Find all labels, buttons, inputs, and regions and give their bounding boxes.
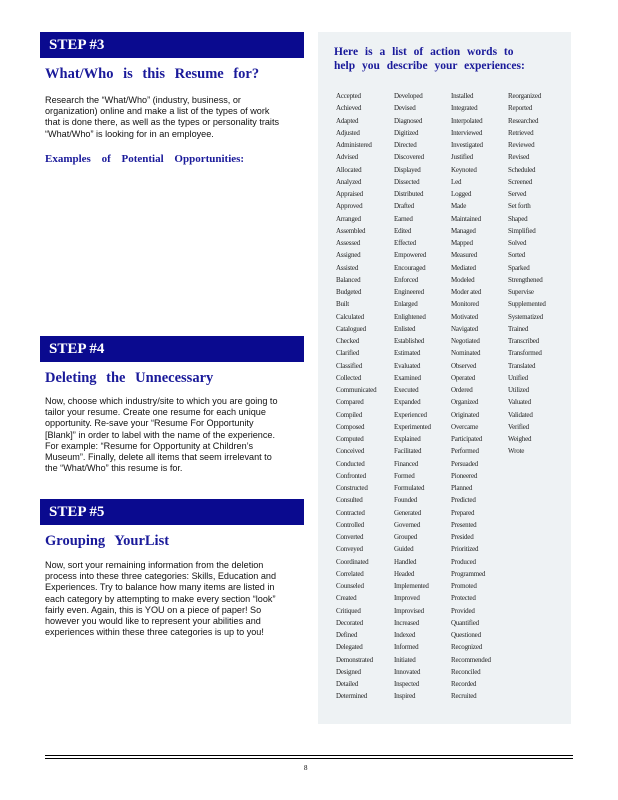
action-word: Guided: [394, 545, 414, 554]
action-word: Computed: [336, 435, 364, 443]
step-5-banner: [40, 499, 304, 525]
action-word: Weighed: [508, 435, 532, 443]
action-word: Evaluated: [394, 361, 421, 370]
action-word: Operated: [451, 373, 476, 382]
action-word: Decorated: [336, 618, 363, 627]
action-word: Classified: [336, 361, 362, 370]
action-word: Devised: [394, 104, 416, 113]
action-word: Translated: [508, 361, 536, 370]
action-word: Budgeted: [336, 288, 362, 296]
action-word: Financed: [394, 459, 419, 468]
step-5-body: Now, sort your remaining information from the deletion process into these three categories: Skills, Education and Experiences. Try to balance how many items are listed in each category by attempting to make every section “look” fairly even. Again, this is YOU on a piece of paper! So however you would like to represent your abilities and experiences within these three categories is up to you!: [45, 560, 277, 638]
action-word: Led: [451, 177, 462, 186]
action-word: Transcribed: [508, 337, 539, 345]
action-word: Presented: [451, 520, 477, 529]
action-word: Empowered: [394, 251, 427, 260]
action-word: Balanced: [336, 275, 361, 284]
action-word: Grouped: [394, 533, 418, 541]
action-word: Valuated: [508, 398, 531, 407]
action-word: Detailed: [336, 680, 359, 688]
action-word: Advised: [336, 153, 358, 162]
action-word: Headed: [394, 569, 415, 578]
action-word: Analyzed: [336, 177, 362, 186]
action-word: Allocated: [336, 165, 362, 174]
action-word: Reorganized: [508, 92, 542, 100]
action-word: Developed: [394, 92, 423, 100]
action-word: Set forth: [508, 202, 531, 211]
step-3-body: Research the “What/Who” (industry, business, or organization) online and make a list of the types of work that is done there, as well as the types or personality traits “What/Who” is looking for in an employee.: [45, 95, 280, 139]
action-word: Conceived: [336, 447, 365, 456]
step-3-subheading: Examples of Potential Opportunities:: [45, 153, 245, 165]
step-4-banner: [40, 336, 304, 362]
action-word: Checked: [336, 337, 360, 345]
action-word: Performed: [451, 447, 479, 456]
action-word: Monitored: [451, 300, 479, 309]
action-word: Simplified: [508, 226, 536, 235]
action-word: Recruited: [451, 692, 477, 701]
action-word: Expanded: [394, 398, 421, 407]
action-word: Measured: [451, 251, 478, 260]
action-word: Unified: [508, 373, 528, 382]
action-word: Improved: [394, 594, 420, 603]
action-word: Formulated: [394, 484, 425, 492]
action-word: Appraised: [336, 190, 363, 198]
action-word: Sorted: [508, 251, 526, 260]
action-word: Interpolated: [451, 116, 483, 125]
action-word: Increased: [394, 618, 420, 627]
sidebar-title: Here is a list of action words to help you describe your experiences:: [334, 46, 525, 72]
action-word: Justified: [451, 153, 473, 162]
action-word: Edited: [394, 226, 412, 235]
action-word: Protected: [451, 594, 476, 603]
action-word: Assembled: [336, 226, 366, 235]
action-word: Motivated: [451, 312, 478, 321]
action-word: Designed: [336, 667, 361, 676]
action-word: Managed: [451, 226, 476, 235]
action-word: Innovated: [394, 667, 421, 676]
action-word: Investigated: [451, 141, 483, 149]
action-word: Shaped: [508, 214, 528, 223]
action-word: Moder ated: [451, 288, 482, 296]
action-word: Created: [336, 594, 357, 603]
action-word: Participated: [451, 435, 483, 443]
action-word: Encouraged: [394, 263, 426, 272]
action-word: Reconciled: [451, 667, 481, 676]
action-word: Maintained: [451, 214, 481, 223]
action-word: Retrieved: [508, 128, 534, 137]
action-word: Approved: [336, 202, 363, 211]
action-word: Critiqued: [336, 606, 361, 615]
action-word: Confronted: [336, 471, 366, 480]
action-word: Supervise: [508, 288, 534, 296]
action-word: Navigated: [451, 324, 478, 333]
step-4-body: Now, choose which industry/site to which you are going to tailor your resume. Create one resume for each unique opportunity. Re-save your “Resume For Opportunity [Blank]” in order to label with the name of the experience. For example: “Resume for Opportunity at Children’s Museum”. Finally, delete all items that seem irrelevant to the “What/Who” this resume is for.: [45, 396, 278, 474]
action-word: Executed: [394, 386, 419, 394]
step-5-label: STEP #5: [49, 504, 105, 520]
step-5-heading: Grouping YourList: [45, 533, 170, 549]
action-word: Experimented: [394, 422, 431, 431]
action-word: Screened: [508, 177, 533, 186]
action-word: Strengthened: [508, 275, 543, 284]
action-word: Enlarged: [394, 300, 418, 309]
action-word: Engineered: [394, 288, 424, 296]
action-word: Formed: [394, 471, 415, 480]
action-word: Dissected: [394, 177, 420, 186]
action-word: Effected: [394, 239, 416, 247]
action-word: Ordered: [451, 386, 473, 394]
action-word: Logged: [451, 190, 472, 198]
action-word: Systematized: [508, 312, 543, 321]
footer-rule-top: [45, 755, 573, 756]
action-word: Digitized: [394, 128, 419, 137]
action-word: Conducted: [336, 459, 365, 468]
action-word: Enlightened: [394, 312, 426, 321]
action-word: Adapted: [336, 116, 359, 125]
step-4-label: STEP #4: [49, 341, 105, 357]
page-number: 8: [304, 764, 308, 772]
action-word: Negotiated: [451, 337, 480, 345]
action-word: Drafted: [394, 202, 414, 211]
action-word: Estimated: [394, 349, 421, 358]
action-word: Assessed: [336, 239, 361, 247]
action-word: Directed: [394, 141, 417, 149]
step-3-banner: [40, 32, 304, 58]
action-word: Composed: [336, 422, 365, 431]
action-word: Examined: [394, 373, 421, 382]
step-3-heading: What/Who is this Resume for?: [45, 66, 260, 82]
action-word: Nominated: [451, 349, 481, 358]
action-word: Indexed: [394, 631, 416, 639]
action-word: Delegated: [336, 643, 363, 652]
step-3-label: STEP #3: [49, 37, 105, 53]
action-word: Verified: [508, 422, 529, 431]
action-word: Promoted: [451, 582, 477, 590]
action-word: Established: [394, 337, 425, 345]
action-word: Coordinated: [336, 557, 369, 566]
action-word: Collected: [336, 373, 362, 382]
step-4-heading: Deleting the Unnecessary: [45, 370, 214, 386]
action-word: Modeled: [451, 275, 475, 284]
action-word: Calculated: [336, 312, 364, 321]
action-word: Administered: [336, 141, 372, 149]
action-word: Determined: [336, 692, 368, 701]
action-words-column-2: [394, 90, 454, 703]
action-word: Trained: [508, 324, 529, 333]
action-word: Achieved: [336, 104, 362, 113]
action-word: Conveyed: [336, 545, 363, 554]
action-word: Catalogued: [336, 324, 366, 333]
action-word: Recognized: [451, 643, 483, 652]
action-word: Earned: [394, 214, 413, 223]
action-word: Experienced: [394, 410, 427, 419]
action-word: Assisted: [336, 263, 359, 272]
action-word: Improvised: [394, 606, 424, 615]
action-word: Compared: [336, 398, 364, 407]
action-word: Integrated: [451, 104, 478, 113]
action-word: Enlisted: [394, 324, 416, 333]
action-word: Predicted: [451, 496, 476, 505]
action-word: Revised: [508, 153, 530, 162]
action-word: Communicated: [336, 386, 377, 394]
action-word: Generated: [394, 508, 421, 517]
action-word: Questioned: [451, 631, 481, 639]
action-word: Informed: [394, 643, 419, 652]
action-word: Presided: [451, 533, 474, 541]
action-word: Handled: [394, 557, 417, 566]
action-word: Prepared: [451, 508, 475, 517]
action-word: Served: [508, 190, 527, 198]
action-word: Explained: [394, 435, 421, 443]
action-word: Adjusted: [336, 128, 360, 137]
action-word: Sparked: [508, 263, 530, 272]
action-word: Interviewed: [451, 128, 483, 137]
action-words-column-1: [336, 90, 396, 703]
action-word: Accepted: [336, 92, 361, 100]
action-word: Made: [451, 202, 467, 211]
action-word: Arranged: [336, 214, 361, 223]
action-word: Defined: [336, 631, 358, 639]
action-word: Discovered: [394, 153, 424, 162]
action-word: Transformed: [508, 349, 542, 358]
action-word: Recommended: [451, 655, 491, 664]
action-word: Validated: [508, 410, 533, 419]
action-word: Solved: [508, 239, 527, 247]
action-word: Prioritized: [451, 545, 479, 554]
action-word: Produced: [451, 557, 476, 566]
action-word: Founded: [394, 496, 418, 505]
action-word: Initiated: [394, 655, 416, 664]
action-word: Reported: [508, 104, 533, 113]
action-word: Planned: [451, 484, 473, 492]
action-word: Inspected: [394, 680, 420, 688]
action-word: Mapped: [451, 239, 473, 247]
action-word: Distributed: [394, 190, 424, 198]
action-word: Observed: [451, 361, 477, 370]
action-word: Pioneered: [451, 471, 478, 480]
action-word: Persuaded: [451, 459, 478, 468]
action-word: Implemented: [394, 582, 429, 590]
action-word: Scheduled: [508, 165, 536, 174]
action-word: Facilitated: [394, 447, 422, 456]
action-word: Controlled: [336, 520, 364, 529]
action-word: Supplemented: [508, 300, 546, 309]
action-word: Installed: [451, 92, 474, 100]
action-word: Governed: [394, 520, 421, 529]
action-word: Researched: [508, 116, 539, 125]
action-word: Quantified: [451, 618, 479, 627]
action-word: Inspired: [394, 692, 416, 701]
action-word: Recorded: [451, 680, 477, 688]
action-word: Constructed: [336, 484, 368, 492]
action-word: Wrote: [508, 447, 525, 456]
action-word: Utilized: [508, 386, 529, 394]
action-word: Enforced: [394, 275, 419, 284]
action-word: Keynoted: [451, 165, 477, 174]
action-words-column-4: [508, 90, 568, 458]
action-word: Compiled: [336, 410, 363, 419]
action-word: Built: [336, 300, 350, 309]
action-word: Originated: [451, 410, 479, 419]
action-word: Reviewed: [508, 141, 535, 149]
action-word: Correlated: [336, 569, 364, 578]
action-word: Diagnosed: [394, 116, 423, 125]
action-word: Programmed: [451, 569, 486, 578]
footer-rule-bottom: [45, 758, 573, 759]
action-word: Contracted: [336, 508, 365, 517]
action-word: Counseled: [336, 582, 364, 590]
action-word: Clarified: [336, 349, 360, 358]
action-word: Mediated: [451, 263, 476, 272]
action-word: Organized: [451, 398, 479, 407]
action-word: Demonstrated: [336, 655, 373, 664]
action-word: Consulted: [336, 496, 363, 505]
action-word: Assigned: [336, 251, 361, 260]
action-words-column-3: [451, 90, 511, 703]
action-word: Converted: [336, 533, 364, 541]
action-word: Displayed: [394, 165, 421, 174]
action-words-sidebar: [318, 32, 571, 724]
action-word: Provided: [451, 606, 475, 615]
action-word: Overcame: [451, 422, 479, 431]
